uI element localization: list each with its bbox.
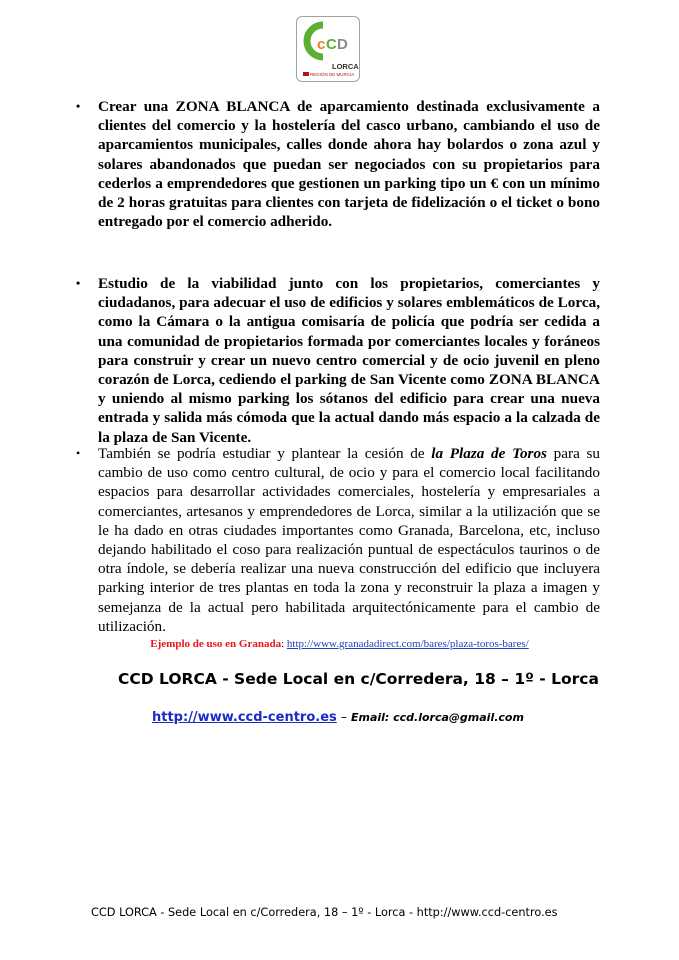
example-line	[0, 638, 679, 650]
svg-text:c: c	[317, 36, 326, 53]
item-text: También se podría estudiar y plantear la cesión de	[98, 445, 432, 462]
list-item	[76, 274, 600, 447]
sede-heading: CCD LORCA - Sede Local en c/Corredera, 18 – 1º - Lorca	[118, 670, 599, 688]
bullet-icon: •	[76, 276, 81, 290]
bullet-icon: •	[76, 446, 81, 460]
email-text: Email: ccd.lorca@gmail.com	[350, 711, 524, 724]
ccd-logo	[296, 16, 360, 82]
item-text: Estudio de la viabilidad junto con los propietarios, comerciantes y ciudadanos, para adecuar el uso de edificios y solares emblemáticos de Lorca, como la Cámara o la antigua comisaría de policía que podría ser cedida a una comunidad de propietarios formada por comerciantes locales y foráneos para construir y crear un nuevo centro comercial y de ocio juvenil en pleno corazón de Lorca, cediendo el parking de San Vicente como ZONA BLANCA y uniendo al mismo parking los sótanos del edificio para crear una nueva entrada y salida más cómoda que la actual dando más espacio a la calzada de la plaza de San Vicente.	[98, 275, 600, 446]
svg-text:D: D	[337, 36, 348, 53]
ccd-logo-graphic	[297, 17, 359, 81]
example-separator: :	[281, 638, 287, 650]
svg-text:C: C	[326, 36, 337, 53]
svg-text:LORCA: LORCA	[332, 62, 359, 71]
contact-line	[152, 709, 524, 725]
page-footer: CCD LORCA - Sede Local en c/Corredera, 18 – 1º - Lorca - http://www.ccd-centro.es	[91, 906, 558, 919]
item-text-cont: para su cambio de uso como centro cultural, de ocio y para el comercio local facilitando espacios para desarrollar actividades comerciales, hostelería y empresariales a comerciantes, artesanos y emprendedores de Lorca, similar a la utilización que se le ha dado en otras ciudades importantes como Granada, Barcelona, etc, incluso dejando habilitado el coso para realización puntual de espectáculos taurinos o de otra índole, se debería realizar una nueva construcción del edificio que incluyera parking interior de tres plantas en toda la zona y reconstruir la plaza a imagen y semejanza de la actual pero habilitada arquitectónicamente para el cambio de utilización.	[98, 445, 601, 635]
example-link[interactable]: http://www.granadadirect.com/bares/plaza-toros-bares/	[286, 638, 529, 650]
example-label: Ejemplo de uso en Granada	[150, 638, 282, 650]
item-emphasis: la Plaza de Toros	[431, 445, 547, 462]
item-text: Crear una ZONA BLANCA de aparcamiento destinada exclusivamente a clientes del comercio y la hostelería del casco urbano, cambiando el uso de aparcamientos municipales, calles donde ahora hay bolardos o zona azul y solares abandonados que puedan ser negociados con su propietarios para cederlos a emprendedores que gestionen un parking tipo un € con un mínimo de 2 horas gratuitas para clientes con tarjeta de fidelización o el ticket o bono entregado por el comercio adherido.	[98, 98, 600, 231]
svg-text:REGIÓN DE MURCIA: REGIÓN DE MURCIA	[310, 72, 355, 77]
bullet-icon: •	[76, 99, 81, 113]
list-item	[76, 444, 600, 636]
contact-dash: –	[336, 709, 351, 724]
list-item	[76, 97, 600, 231]
website-link[interactable]: http://www.ccd-centro.es	[152, 710, 337, 725]
